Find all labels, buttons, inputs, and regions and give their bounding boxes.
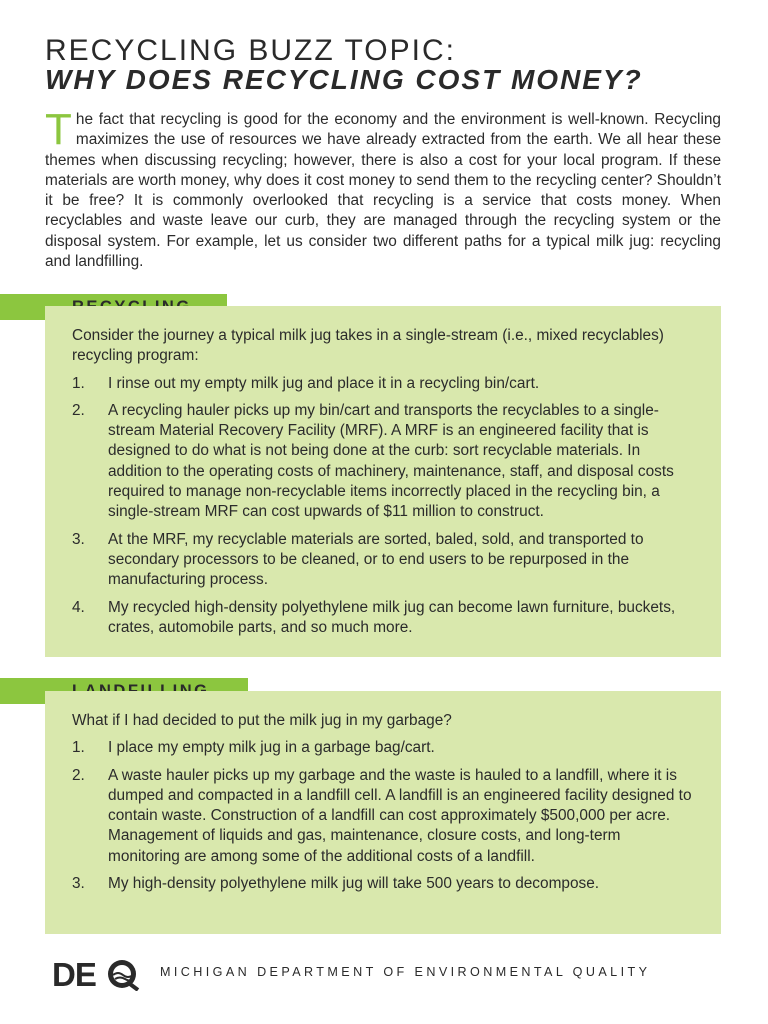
- step-number: 3.: [72, 530, 85, 548]
- step-text: My recycled high-density polyethylene milk jug can become lawn furniture, buckets, crates, automobile parts, and so much more.: [108, 598, 676, 636]
- list-item: [72, 738, 693, 758]
- step-text: My high-density polyethylene milk jug will take 500 years to decompose.: [108, 875, 600, 893]
- deq-logo: [52, 957, 140, 996]
- step-number: 1.: [72, 374, 85, 392]
- list-item: [72, 598, 693, 639]
- list-item: [72, 766, 693, 867]
- agency-name: MICHIGAN DEPARTMENT OF ENVIRONMENTAL QUALITY: [160, 965, 651, 979]
- step-number: 4.: [72, 598, 85, 616]
- recycling-panel: [45, 306, 721, 657]
- step-text: I rinse out my empty milk jug and place it in a recycling bin/cart.: [108, 374, 540, 392]
- title-line-1: RECYCLING BUZZ TOPIC:: [45, 34, 456, 67]
- landfilling-steps-list: [72, 738, 693, 894]
- drop-cap: T: [45, 105, 72, 154]
- list-item: [72, 874, 693, 894]
- step-number: 2.: [72, 401, 85, 419]
- recycling-lead: Consider the journey a typical milk jug takes in a single-stream (i.e., mixed recyclables) recycling program:: [72, 327, 664, 365]
- step-number: 2.: [72, 766, 85, 784]
- intro-text: he fact that recycling is good for the economy and the environment is well-known. Recycling maximizes the use of resources we have already extracted from the earth. We all hear these themes when discussing recycling; however, there is also a cost for your local program. If these materials are worth money, why does it cost money to send them to the recycling center? Shouldn’t it be free? It is commonly overlooked that recycling is a service that costs money. When recyclables and waste leave our curb, they are managed through the recycling system or the disposal system. For example, let us consider two different paths for a typical milk jug: recycling and landfilling.: [45, 111, 721, 271]
- deq-logo-icon: [52, 957, 140, 991]
- landfilling-panel: [45, 691, 721, 934]
- list-item: [72, 401, 693, 523]
- step-number: 3.: [72, 875, 85, 893]
- intro-paragraph: [45, 105, 721, 272]
- step-number: 1.: [72, 739, 85, 757]
- list-item: [72, 530, 693, 591]
- list-item: [72, 374, 693, 394]
- step-text: At the MRF, my recyclable materials are sorted, baled, sold, and transported to secondary processors to be cleaned, or to end users to be repurposed in the manufacturing process.: [108, 530, 644, 589]
- step-text: A waste hauler picks up my garbage and the waste is hauled to a landfill, where it is dumped and compacted in a landfill cell. A landfill is an engineered facility designed to contain waste. Construction of a landfill can cost approximately $500,000 per acre. Management of liquids and gas, maintenance, closure costs, and long-term monitoring are among some of the additional costs of a landfill.: [108, 766, 692, 865]
- title-line-2: WHY DOES RECYCLING COST MONEY?: [45, 64, 643, 95]
- step-text: I place my empty milk jug in a garbage bag/cart.: [108, 739, 435, 757]
- landfilling-lead: What if I had decided to put the milk jug in my garbage?: [72, 712, 452, 729]
- recycling-steps-list: [72, 374, 693, 639]
- step-text: A recycling hauler picks up my bin/cart and transports the recyclables to a single-stream Material Recovery Facility (MRF). A MRF is an engineered facility that is designed to do what is not being done at the curb: sort recyclable materials. In addition to the operating costs of machinery, maintenance, staff, and disposal costs required to manage non-recyclable items incorrectly placed in the recycling bin, a single-stream MRF can cost upwards of $11 million to construct.: [108, 401, 674, 521]
- svg-text:DE: DE: [52, 957, 96, 991]
